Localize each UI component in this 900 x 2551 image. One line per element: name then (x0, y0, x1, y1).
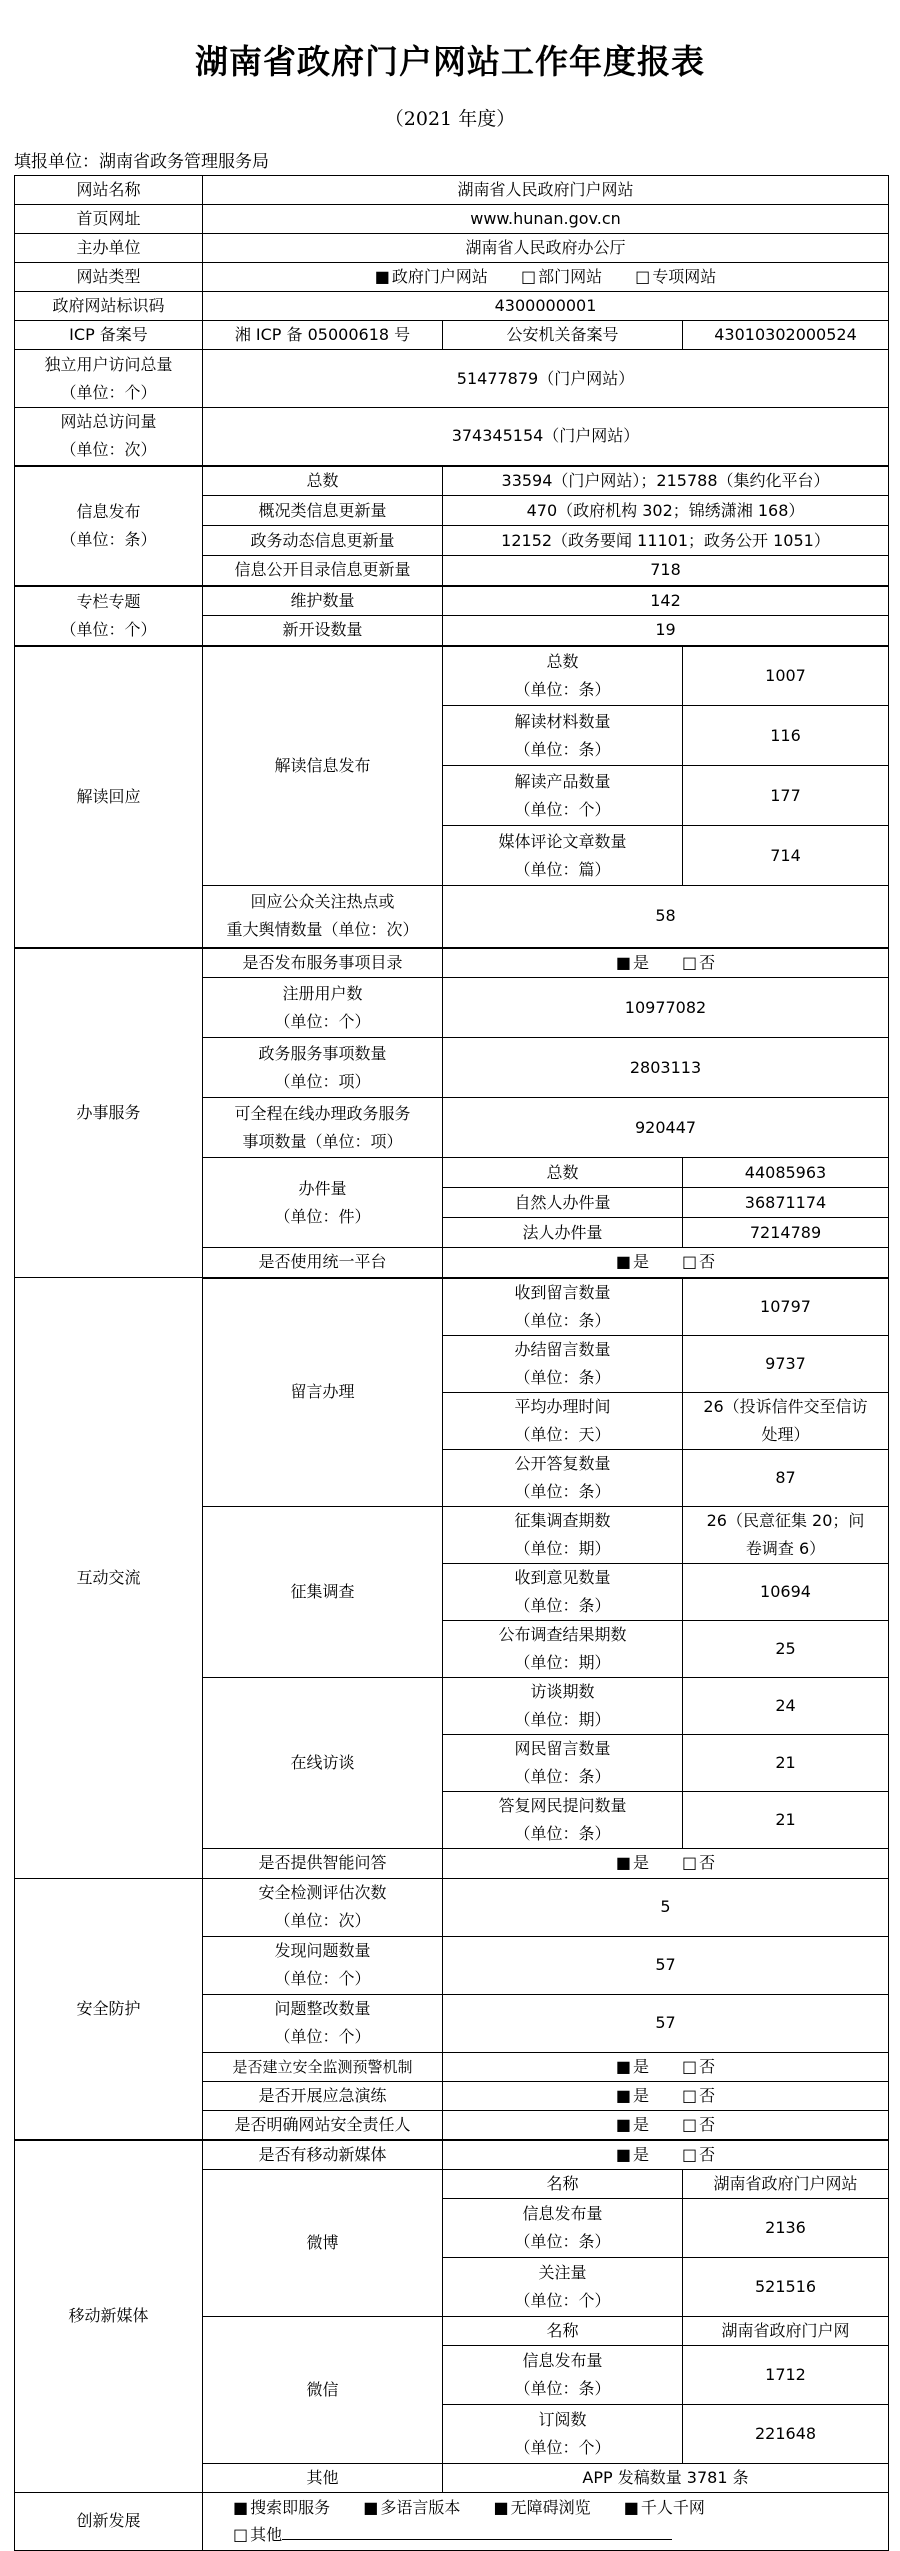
msg-public-label: 公开答复数量 （单位：条） (443, 1449, 683, 1506)
sponsor-label: 主办单位 (15, 234, 203, 263)
svc-catalog-question: 是否发布服务事项目录 (203, 948, 443, 978)
columns-maintain-value: 142 (443, 586, 889, 616)
site-type-option-special[interactable]: □ 专项网站 (635, 267, 717, 286)
weibo-posts-label: 信息发布量 （单位：条） (443, 2198, 683, 2257)
no-option[interactable]: □ 否 (682, 2144, 716, 2164)
sec-duty-options (443, 2110, 889, 2140)
no-option[interactable]: □ 否 (682, 2085, 716, 2105)
survey-opinions-value: 10694 (683, 1563, 889, 1620)
checkbox-empty-icon: □ (682, 2056, 698, 2076)
checkbox-checked-icon: ■ (374, 267, 390, 286)
columns-new-label: 新开设数量 (203, 616, 443, 646)
svc-catalog-options (443, 948, 889, 978)
row-sec-eval (15, 1878, 889, 1936)
info-overview-value: 470（政府机构 302；锦绣潇湘 168） (443, 496, 889, 526)
checkbox-empty-icon: □ (682, 2144, 698, 2164)
checkbox-checked-icon: ■ (615, 1853, 631, 1872)
sec-issues-label: 发现问题数量 （单位：个） (203, 1936, 443, 1994)
icp-value: 湘 ICP 备 05000618 号 (203, 321, 443, 350)
site-type-option-department[interactable]: □ 部门网站 (520, 267, 603, 286)
reporting-unit: 填报单位：湖南省政务管理服务局 (14, 152, 269, 172)
no-option[interactable]: □ 否 (682, 1853, 716, 1872)
ai-qa-options (443, 1848, 889, 1878)
no-option[interactable]: □ 否 (682, 952, 716, 972)
columns-maintain-label: 维护数量 (203, 586, 443, 616)
mob-other-label: 其他 (203, 2463, 443, 2492)
row-svc-catalog (15, 948, 889, 978)
interp-response-label: 回应公众关注热点或 重大舆情数量（单位：次） (203, 886, 443, 948)
weibo-name-label: 名称 (443, 2169, 683, 2198)
checkbox-checked-icon: ■ (615, 2056, 631, 2076)
site-name-label: 网站名称 (15, 176, 203, 205)
svc-cases-total-label: 总数 (443, 1158, 683, 1188)
svc-items-value: 2803113 (443, 1038, 889, 1098)
msg-done-label: 办结留言数量 （单位：条） (443, 1335, 683, 1392)
checkbox-empty-icon: □ (682, 1853, 698, 1872)
info-overview-label: 概况类信息更新量 (203, 496, 443, 526)
row-innovation (15, 2492, 889, 2550)
sec-fixed-value: 57 (443, 1994, 889, 2052)
services-label: 办事服务 (15, 948, 203, 1278)
innovation-option-multilang[interactable]: ■ 多语言版本 (363, 2498, 461, 2517)
checkbox-empty-icon: □ (233, 2525, 249, 2544)
site-id-value: 4300000001 (203, 292, 889, 321)
innovation-option-personalized[interactable]: ■ 千人千网 (623, 2498, 705, 2517)
wechat-posts-label: 信息发布量 （单位：条） (443, 2345, 683, 2404)
msg-public-value: 87 (683, 1449, 889, 1506)
innovation-options (203, 2492, 889, 2550)
sec-eval-label: 安全检测评估次数 （单位：次） (203, 1878, 443, 1936)
row-site-id (15, 292, 889, 321)
interaction-label: 互动交流 (15, 1278, 203, 1879)
row-icp (15, 321, 889, 350)
mob-has-options (443, 2140, 889, 2170)
msg-handling-label: 留言办理 (203, 1278, 443, 1507)
info-release-label: 信息发布 （单位：条） (15, 466, 203, 586)
yes-option[interactable]: ■ 是 (615, 2114, 649, 2134)
interview-label: 在线访谈 (203, 1677, 443, 1848)
checkbox-empty-icon: □ (635, 267, 651, 286)
checkbox-checked-icon: ■ (615, 2085, 631, 2105)
checkbox-checked-icon: ■ (363, 2498, 379, 2517)
site-type-label: 网站类型 (15, 263, 203, 292)
svc-unified-question: 是否使用统一平台 (203, 1248, 443, 1278)
no-option[interactable]: □ 否 (682, 1252, 716, 1272)
interp-products-label: 解读产品数量 （单位：个） (443, 766, 683, 826)
unique-visitors-value: 51477879（门户网站） (203, 350, 889, 408)
home-url-label: 首页网址 (15, 205, 203, 234)
sec-duty-question: 是否明确网站安全责任人 (203, 2110, 443, 2140)
home-url-value: www.hunan.gov.cn (203, 205, 889, 234)
weibo-fans-label: 关注量 （单位：个） (443, 2257, 683, 2316)
wechat-name-label: 名称 (443, 2316, 683, 2345)
checkbox-empty-icon: □ (682, 1252, 698, 1272)
interview-msgs-value: 21 (683, 1734, 889, 1791)
checkbox-checked-icon: ■ (615, 1252, 631, 1272)
report-year: （2021 年度） (384, 108, 516, 130)
innovation-option-accessibility[interactable]: ■ 无障碍浏览 (493, 2498, 591, 2517)
columns-label: 专栏专题 （单位：个） (15, 586, 203, 646)
weibo-name-value: 湖南省政府门户网站 (683, 2169, 889, 2198)
interpretation-sub-label: 解读信息发布 (203, 646, 443, 886)
mob-has-question: 是否有移动新媒体 (203, 2140, 443, 2170)
unique-visitors-label: 独立用户访问总量 （单位：个） (15, 350, 203, 408)
checkbox-checked-icon: ■ (623, 2498, 639, 2517)
msg-time-value: 26（投诉信件交至信访 处理） (683, 1392, 889, 1449)
sec-issues-value: 57 (443, 1936, 889, 1994)
checkbox-checked-icon: ■ (233, 2498, 249, 2517)
svc-cases-natural-value: 36871174 (683, 1188, 889, 1218)
survey-periods-value: 26（民意征集 20；问 卷调查 6） (683, 1506, 889, 1563)
info-catalog-label: 信息公开目录信息更新量 (203, 556, 443, 586)
annual-report-table (14, 175, 889, 2551)
site-name-value: 湖南省人民政府门户网站 (203, 176, 889, 205)
yes-option[interactable]: ■ 是 (615, 2144, 649, 2164)
ai-qa-question: 是否提供智能问答 (203, 1848, 443, 1878)
report-title: 湖南省政府门户网站工作年度报表 (195, 42, 705, 81)
svc-users-value: 10977082 (443, 978, 889, 1038)
innovation-option-other[interactable]: □ 其他 (233, 2525, 283, 2544)
svc-items-label: 政务服务事项数量 （单位：项） (203, 1038, 443, 1098)
no-option[interactable]: □ 否 (682, 2056, 716, 2076)
sec-drill-question: 是否开展应急演练 (203, 2081, 443, 2110)
interpretation-label: 解读回应 (15, 646, 203, 948)
row-site-name (15, 176, 889, 205)
row-home-url (15, 205, 889, 234)
site-type-option-portal[interactable]: ■ 政府门户网站 (374, 267, 488, 286)
interp-products-value: 177 (683, 766, 889, 826)
row-info-total (15, 466, 889, 496)
interp-media-value: 714 (683, 826, 889, 886)
svc-cases-legal-value: 7214789 (683, 1218, 889, 1248)
interp-total-label: 总数 （单位：条） (443, 646, 683, 706)
info-total-label: 总数 (203, 466, 443, 496)
row-mob-has (15, 2140, 889, 2170)
checkbox-checked-icon: ■ (615, 952, 631, 972)
sec-monitor-options (443, 2052, 889, 2081)
info-dynamic-label: 政务动态信息更新量 (203, 526, 443, 556)
survey-label: 征集调查 (203, 1506, 443, 1677)
wechat-posts-value: 1712 (683, 2345, 889, 2404)
sec-monitor-question: 是否建立安全监测预警机制 (203, 2052, 443, 2081)
info-total-value: 33594（门户网站）；215788（集约化平台） (443, 466, 889, 496)
msg-recv-value: 10797 (683, 1278, 889, 1336)
site-id-label: 政府网站标识码 (15, 292, 203, 321)
checkbox-empty-icon: □ (682, 952, 698, 972)
survey-periods-label: 征集调查期数 （单位：期） (443, 1506, 683, 1563)
sec-drill-options (443, 2081, 889, 2110)
police-value: 43010302000524 (683, 321, 889, 350)
wechat-subs-value: 221648 (683, 2404, 889, 2463)
yes-option[interactable]: ■ 是 (615, 1252, 649, 1272)
weibo-posts-value: 2136 (683, 2198, 889, 2257)
svc-unified-options (443, 1248, 889, 1278)
wechat-name-value: 湖南省政府门户网 (683, 2316, 889, 2345)
page-views-value: 374345154（门户网站） (203, 408, 889, 466)
row-site-type (15, 263, 889, 292)
survey-results-value: 25 (683, 1620, 889, 1677)
row-unique-visitors (15, 350, 889, 408)
survey-opinions-label: 收到意见数量 （单位：条） (443, 1563, 683, 1620)
msg-recv-label: 收到留言数量 （单位：条） (443, 1278, 683, 1336)
checkbox-empty-icon: □ (520, 267, 537, 286)
interp-response-value: 58 (443, 886, 889, 948)
interview-answers-label: 答复网民提问数量 （单位：条） (443, 1791, 683, 1848)
yes-option[interactable]: ■ 是 (615, 2085, 649, 2105)
info-catalog-value: 718 (443, 556, 889, 586)
svc-cases-total-value: 44085963 (683, 1158, 889, 1188)
row-sponsor (15, 234, 889, 263)
weibo-label: 微博 (203, 2169, 443, 2316)
info-dynamic-value: 12152（政务要闻 11101；政务公开 1051） (443, 526, 889, 556)
interview-msgs-label: 网民留言数量 （单位：条） (443, 1734, 683, 1791)
sec-fixed-label: 问题整改数量 （单位：个） (203, 1994, 443, 2052)
page-views-label: 网站总访问量 （单位：次） (15, 408, 203, 466)
wechat-label: 微信 (203, 2316, 443, 2463)
interp-total-value: 1007 (683, 646, 889, 706)
msg-done-value: 9737 (683, 1335, 889, 1392)
yes-option[interactable]: ■ 是 (615, 2056, 649, 2076)
svc-cases-label: 办件量 （单位：件） (203, 1158, 443, 1248)
row-columns-maintain (15, 586, 889, 616)
svc-users-label: 注册用户数 （单位：个） (203, 978, 443, 1038)
svc-online-value: 920447 (443, 1098, 889, 1158)
checkbox-empty-icon: □ (682, 2114, 698, 2134)
innovation-label: 创新发展 (15, 2492, 203, 2550)
interview-periods-value: 24 (683, 1677, 889, 1734)
mob-other-value: APP 发稿数量 3781 条 (443, 2463, 889, 2492)
no-option[interactable]: □ 否 (682, 2114, 716, 2134)
mobile-label: 移动新媒体 (15, 2140, 203, 2493)
site-type-options (203, 263, 889, 292)
checkbox-checked-icon: ■ (615, 2144, 631, 2164)
checkbox-checked-icon: ■ (615, 2114, 631, 2134)
sponsor-value: 湖南省人民政府办公厅 (203, 234, 889, 263)
interview-answers-value: 21 (683, 1791, 889, 1848)
columns-new-value: 19 (443, 616, 889, 646)
other-blank-line[interactable] (282, 2523, 672, 2540)
wechat-subs-label: 订阅数 （单位：个） (443, 2404, 683, 2463)
yes-option[interactable]: ■ 是 (615, 952, 649, 972)
sec-eval-value: 5 (443, 1878, 889, 1936)
row-page-views (15, 408, 889, 466)
interp-media-label: 媒体评论文章数量 （单位：篇） (443, 826, 683, 886)
msg-time-label: 平均办理时间 （单位：天） (443, 1392, 683, 1449)
row-msg-recv (15, 1278, 889, 1336)
interview-periods-label: 访谈期数 （单位：期） (443, 1677, 683, 1734)
svc-online-label: 可全程在线办理政务服务 事项数量（单位：项） (203, 1098, 443, 1158)
svc-cases-natural-label: 自然人办件量 (443, 1188, 683, 1218)
row-interp-total (15, 646, 889, 706)
survey-results-label: 公布调查结果期数 （单位：期） (443, 1620, 683, 1677)
icp-label: ICP 备案号 (15, 321, 203, 350)
checkbox-empty-icon: □ (682, 2085, 698, 2105)
checkbox-checked-icon: ■ (493, 2498, 509, 2517)
innovation-option-search[interactable]: ■ 搜索即服务 (233, 2498, 331, 2517)
security-label: 安全防护 (15, 1878, 203, 2140)
yes-option[interactable]: ■ 是 (615, 1853, 649, 1872)
interp-materials-value: 116 (683, 706, 889, 766)
svc-cases-legal-label: 法人办件量 (443, 1218, 683, 1248)
interp-materials-label: 解读材料数量 （单位：条） (443, 706, 683, 766)
weibo-fans-value: 521516 (683, 2257, 889, 2316)
police-label: 公安机关备案号 (443, 321, 683, 350)
